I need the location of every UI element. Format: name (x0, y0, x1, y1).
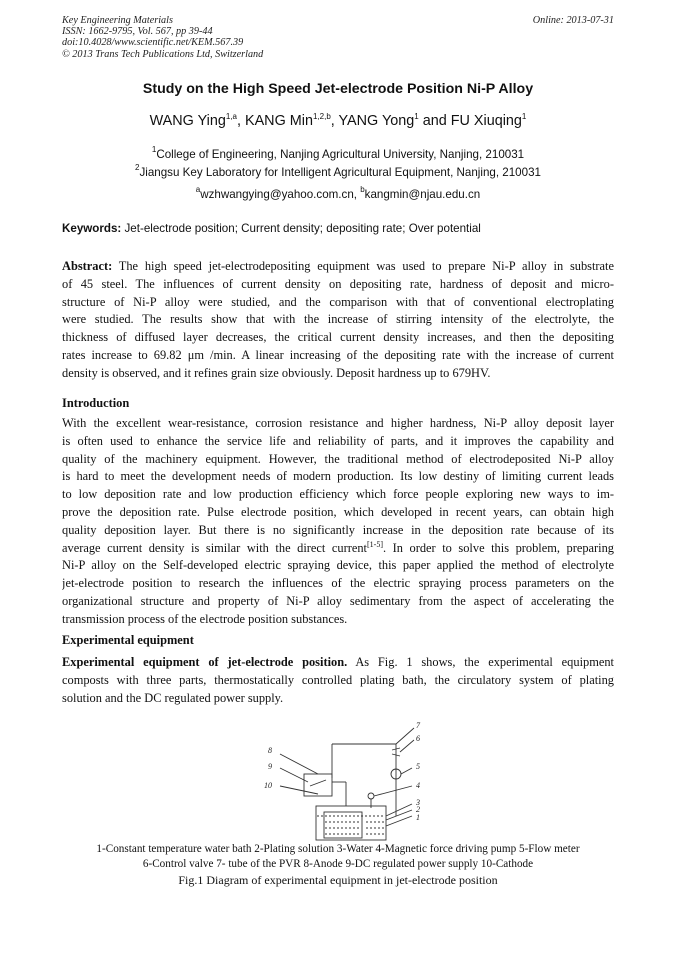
journal-doi: doi:10.4028/www.scientific.net/KEM.567.39 (62, 37, 244, 49)
section-heading-equipment: Experimental equipment (62, 633, 194, 647)
leader-line (396, 728, 414, 744)
introduction-line: prove the deposition rate. Pulse electrode position, which developed in recent years, can obtain high (62, 504, 614, 519)
leader-line (374, 786, 412, 796)
equipment-body (62, 654, 614, 707)
keywords-text: Jet-electrode position; Current density; depositing rate; Over potential (121, 222, 481, 235)
leader-line (386, 804, 412, 816)
introduction-line: is often used to enhance the service life and reliability of parts, and it improves the capability and (62, 433, 614, 448)
leader-line (401, 768, 412, 774)
journal-issn: ISSN: 1662-9795, Vol. 567, pp 39-44 (62, 26, 213, 38)
introduction-line: transmission process of the electrode position substances. (62, 611, 348, 626)
author-list: WANG Ying$^{1,a}$, KANG Min$^{1,2,b}$, YANG Yong$^1$ and FU Xiuqing$^1$ (149, 112, 527, 129)
leader-line (386, 810, 412, 820)
abstract (62, 258, 614, 383)
diagram-label: 7 (416, 721, 420, 730)
equipment-subheading: Experimental equipment of jet-electrode position. (62, 655, 348, 669)
diagram-label: 3 (416, 798, 420, 807)
figure-legend-line-1: 1-Constant temperature water bath 2-Plating solution 3-Water 4-Magnetic force driving pump 5-Flow meter (96, 843, 580, 855)
keywords (62, 222, 614, 235)
introduction-body (62, 415, 614, 629)
journal-name: Key Engineering Materials (62, 15, 173, 26)
abstract-line: thickness of diffused layer decreases, the critical current density increases, and then the depositing (62, 330, 614, 345)
abstract-line: rates increase to 69.82 μm /min. A linear increasing of the depositing rate with the increase of current (62, 347, 614, 362)
diagram-label: 2 (416, 805, 420, 814)
author-name: YANG Yong (338, 113, 415, 129)
abstract-line: Abstract: The high speed jet-electrodepositing equipment was used to prepare Ni-P alloy in substrate (62, 259, 614, 273)
introduction-line: jet-electrode position to research the influences of the electric spraying process parameters on the (62, 576, 614, 591)
magnetic-pump (368, 793, 374, 799)
abstract-line: were studied. The results show that with the increase of stirring intensity of the electrolyte, the (62, 312, 614, 327)
section-heading-introduction: Introduction (62, 396, 130, 410)
introduction-line: With the excellent wear-resistance, corrosion resistance and higher hardness, Ni-P alloy deposit layer (62, 416, 614, 430)
equipment-line: Experimental equipment of jet-electrode position. As Fig. 1 shows, the experimental equipment (62, 655, 614, 669)
author-name: WANG Ying (149, 113, 226, 129)
author-name: KANG Min (244, 113, 313, 129)
abstract-line: structure of Ni-P alloy were studied, and the comparison with that of conventional electroplating (62, 294, 614, 309)
introduction-line: quality of the machinery equipment. However, the traditional method of electrodeposited Ni-P alloy (62, 451, 614, 466)
diagram-label: 10 (264, 781, 272, 790)
email-link: wzhwangying@yahoo.com.cn, (200, 188, 361, 201)
figure-legend-line-2: 6-Control valve 7- tube of the PVR 8-Anode 9-DC regulated power supply 10-Cathode (142, 858, 534, 870)
author-affiliation-sup: 1 (414, 112, 419, 121)
abstract-line: of 45 steel. The influences of current density on depositing rate, hardness of deposit and micro- (62, 276, 614, 291)
introduction-line: Ni-P alloy on the Self-developed electric spraying device, this paper applied the method of electrolyte (62, 558, 614, 573)
journal-copyright: © 2013 Trans Tech Publications Ltd, Switzerland (62, 48, 264, 60)
power-supply-box (304, 774, 332, 796)
leader-line (400, 740, 414, 752)
affiliation-1: $^1$College of Engineering, Nanjing Agricultural University, Nanjing, 210031 (151, 145, 525, 161)
citation-ref[interactable]: [1-5] (366, 539, 383, 549)
diagram-label: 8 (268, 746, 272, 755)
equipment-line: composts with three parts, thermostatically controlled plating bath, the circulatory system of plating (62, 672, 614, 687)
water-bath (316, 806, 386, 840)
author-affiliation-sup: 1 (521, 112, 527, 121)
abstract-line: density is observed, and it refines grain size obviously. Deposit hardness up to 679HV. (62, 365, 491, 380)
keywords-label: Keywords: (62, 222, 122, 235)
introduction-line: average current density is similar with the direct current[1-5]. In order to solve this problem, preparing (62, 539, 614, 555)
paper-title: Study on the High Speed Jet-electrode Position Ni-P Alloy (142, 81, 534, 97)
leader-line (386, 816, 412, 826)
journal-header (62, 15, 614, 60)
introduction-line: is hard to meet the development needs of modern production. Its low destiny of limiting current leads (62, 469, 614, 484)
figure-caption: Fig.1 Diagram of experimental equipment in jet-electrode position (178, 873, 498, 887)
introduction-line: quality deposition layer. But there is no significantly increase in the deposition rate because of its (62, 522, 614, 537)
equipment-diagram (258, 716, 438, 846)
diagram-label: 6 (416, 734, 420, 743)
introduction-line: organizational structure and property of Ni-P alloy sedimentary from the aspect of accelerating the (62, 593, 614, 608)
equipment-line: solution and the DC regulated power supply. (62, 690, 284, 705)
diagram-label: 5 (416, 762, 420, 771)
email-link: kangmin@njau.edu.cn (364, 188, 481, 201)
affiliation-2: $^2$Jiangsu Key Laboratory for Intelligent Agricultural Equipment, Nanjing, 210031 (135, 163, 541, 179)
power-supply-switch (310, 780, 326, 786)
author-emails: $^a$wzhwangying@yahoo.com.cn, $^b$kangmin@njau.edu.cn (195, 185, 481, 201)
author-affiliation-sup: 1,a (225, 112, 237, 121)
author-affiliation-sup: 1,2,b (312, 112, 331, 121)
author-name: FU Xiuqing (450, 113, 522, 129)
online-date: Online: 2013-07-31 (532, 15, 614, 26)
diagram-label: 4 (416, 781, 420, 790)
diagram-label: 9 (268, 762, 272, 771)
introduction-line: to low deposition rate and low production efficiency which force people exploring new ways to im- (62, 487, 614, 502)
leader-line (280, 786, 318, 794)
diagram-label: 1 (416, 813, 420, 822)
abstract-label: Abstract: (62, 259, 113, 273)
